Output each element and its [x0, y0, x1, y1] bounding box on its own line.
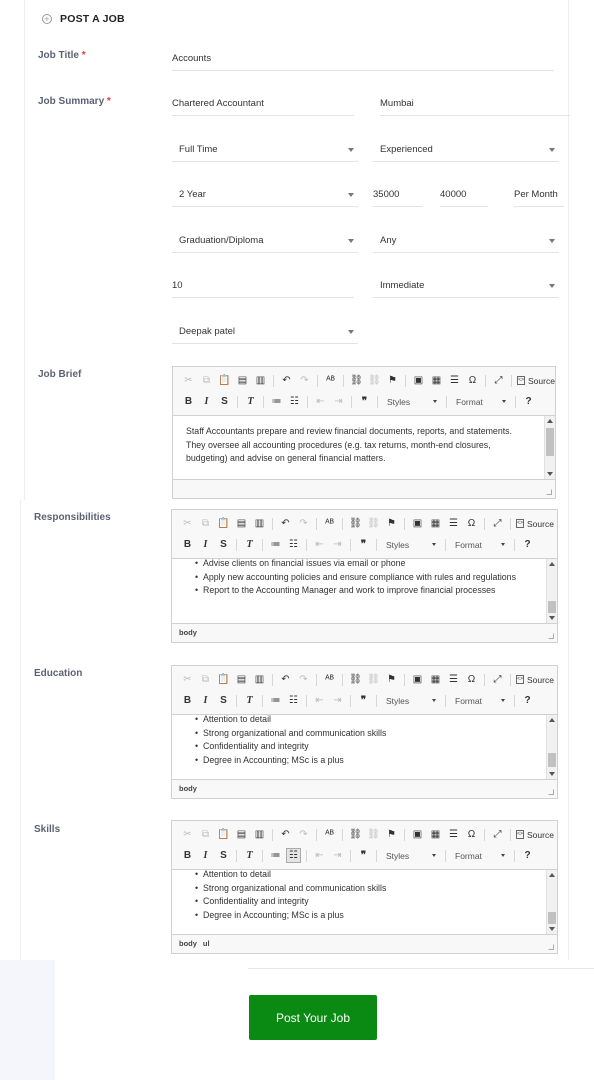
scroll-up-icon	[547, 419, 553, 423]
editor-content[interactable]	[172, 714, 557, 780]
bold-icon[interactable]: B	[184, 396, 193, 407]
italic-icon[interactable]: I	[203, 850, 208, 861]
chevron-down-icon	[348, 148, 354, 152]
toolbar-separator	[484, 829, 485, 841]
job-brief-label: Job Brief	[38, 369, 82, 380]
toolbar-separator	[445, 539, 446, 551]
styles-dropdown[interactable]: Styles	[383, 394, 441, 409]
image-icon[interactable]: ▣	[412, 829, 423, 840]
numbered-list-icon[interactable]: ≔	[270, 695, 281, 706]
scroll-down-icon	[549, 616, 555, 620]
paste-text-icon[interactable]: ▤	[236, 674, 247, 685]
horizontal-line-icon[interactable]: ☰	[449, 674, 458, 685]
strike-icon[interactable]: S	[220, 539, 227, 550]
cut-icon[interactable]: ✂	[183, 518, 192, 529]
spellcheck-icon[interactable]: ᴬᴮ	[325, 829, 334, 840]
format-dropdown[interactable]: Format	[452, 394, 510, 409]
remove-format-icon[interactable]: T	[246, 695, 253, 706]
cut-icon[interactable]: ✂	[183, 674, 192, 685]
help-icon[interactable]: ?	[524, 695, 531, 706]
unlink-icon[interactable]: ⛓	[367, 674, 380, 685]
indent-icon[interactable]: ⇥	[333, 850, 342, 861]
toolbar-separator	[263, 396, 264, 408]
special-char-icon[interactable]: Ω	[468, 375, 477, 386]
bulleted-list-icon[interactable]: ☷	[289, 695, 298, 706]
toolbar-separator	[236, 539, 237, 551]
post-your-job-button[interactable]: Post Your Job	[249, 995, 377, 1040]
toolbar-separator	[316, 518, 317, 530]
job-type-select[interactable]: Full Time	[172, 138, 358, 162]
editor-content[interactable]	[173, 415, 555, 480]
bulleted-list-icon[interactable]: ☷	[286, 848, 301, 863]
experience-years-select[interactable]: 2 Year	[172, 183, 358, 207]
editor-toolbar-row-1	[172, 669, 557, 690]
editor-toolbar-row-1	[172, 513, 557, 534]
image-icon[interactable]: ▣	[412, 518, 423, 529]
paste-text-icon[interactable]: ▤	[237, 375, 248, 386]
chevron-down-icon	[501, 854, 505, 857]
list-item: • Advise clients on financial issues via email or phone	[203, 558, 527, 571]
outdent-icon[interactable]: ⇤	[315, 850, 324, 861]
toolbar-separator	[272, 674, 273, 686]
list-item: • Strong organizational and communication skills	[203, 882, 527, 896]
scroll-down-icon	[547, 472, 553, 476]
job-summary-label: Job Summary *	[38, 96, 111, 107]
paste-icon[interactable]: 📋	[217, 518, 230, 529]
list-item: • Confidentiality and integrity	[203, 895, 527, 909]
remove-format-icon[interactable]: T	[246, 539, 253, 550]
page-background-panel	[0, 960, 55, 1080]
chevron-down-icon	[432, 699, 436, 702]
maximize-icon[interactable]: ⤢	[493, 829, 502, 840]
scroll-thumb[interactable]	[548, 601, 556, 613]
toolbar-separator	[236, 850, 237, 862]
toolbar-separator	[405, 375, 406, 387]
scroll-up-icon	[549, 718, 555, 722]
toolbar-separator	[376, 695, 377, 707]
list-item: • Apply new accounting policies and ensure compliance with rules and regulations	[203, 571, 527, 585]
blockquote-icon[interactable]: ❞	[361, 396, 368, 407]
spellcheck-icon[interactable]: ᴬᴮ	[326, 375, 335, 386]
toolbar-separator	[342, 518, 343, 530]
joining-select[interactable]: Immediate	[373, 274, 559, 298]
editor-toolbar-row-2	[172, 690, 557, 711]
toolbar-separator	[515, 396, 516, 408]
spellcheck-icon[interactable]: ᴬᴮ	[325, 674, 334, 685]
designation-input[interactable]: Chartered Accountant	[172, 92, 354, 116]
maximize-icon[interactable]: ⤢	[494, 375, 503, 386]
numbered-list-icon[interactable]: ≔	[271, 396, 282, 407]
toolbar-separator	[377, 396, 378, 408]
job-title-label: Job Title *	[38, 50, 86, 61]
styles-dropdown[interactable]: Styles	[382, 848, 440, 863]
toolbar-separator	[342, 829, 343, 841]
maximize-icon[interactable]: ⤢	[493, 518, 502, 529]
list-item: • Degree in Accounting; MSc is a plus	[203, 754, 527, 768]
list-item: • Degree in Accounting; MSc is a plus	[203, 909, 527, 923]
responsibilities-editor[interactable]	[171, 509, 558, 643]
anchor-icon[interactable]: ⚑	[387, 518, 396, 529]
outdent-icon[interactable]: ⇤	[315, 695, 324, 706]
list-item: • Confidentiality and integrity	[203, 740, 527, 754]
toolbar-separator	[262, 695, 263, 707]
link-icon[interactable]: ⛓	[349, 674, 362, 685]
education-label: Education	[34, 668, 83, 679]
format-dropdown[interactable]: Format	[451, 848, 509, 863]
paste-word-icon[interactable]: ▥	[254, 674, 265, 685]
list-item: • Attention to detail	[203, 714, 527, 727]
editor-list	[172, 714, 557, 767]
unlink-icon[interactable]: ⛓	[367, 829, 380, 840]
source-icon: <>	[518, 377, 524, 383]
spellcheck-icon[interactable]: ᴬᴮ	[325, 518, 334, 529]
strike-icon[interactable]: S	[221, 396, 228, 407]
toolbar-separator	[514, 695, 515, 707]
element-path-item[interactable]: body	[179, 939, 197, 948]
editor-list	[172, 869, 557, 922]
toolbar-separator	[272, 829, 273, 841]
contact-person-select[interactable]: Deepak patel	[172, 320, 358, 344]
bulleted-list-icon[interactable]: ☷	[289, 539, 298, 550]
unlink-icon[interactable]: ⛓	[368, 375, 381, 386]
bold-icon[interactable]: B	[183, 539, 192, 550]
toolbar-separator	[351, 396, 352, 408]
anchor-icon[interactable]: ⚑	[387, 674, 396, 685]
salary-min-input[interactable]: 35000	[373, 183, 423, 207]
toolbar-separator	[316, 829, 317, 841]
toolbar-separator	[316, 674, 317, 686]
source-icon: <>	[517, 831, 523, 837]
scroll-up-icon	[549, 873, 555, 877]
paste-text-icon[interactable]: ▤	[236, 829, 247, 840]
paste-icon[interactable]: 📋	[218, 375, 231, 386]
help-icon[interactable]: ?	[525, 396, 532, 407]
vacancies-input[interactable]: 10	[172, 274, 354, 298]
help-icon[interactable]: ?	[524, 850, 531, 861]
chevron-down-icon	[348, 239, 354, 243]
toolbar-separator	[445, 695, 446, 707]
source-icon: <>	[517, 520, 523, 526]
styles-dropdown[interactable]: Styles	[382, 693, 440, 708]
italic-icon[interactable]: I	[203, 539, 208, 550]
toolbar-separator	[484, 518, 485, 530]
bold-icon[interactable]: B	[183, 850, 192, 861]
toolbar-separator	[445, 850, 446, 862]
responsibilities-label: Responsibilities	[34, 512, 111, 523]
toolbar-separator	[404, 674, 405, 686]
chevron-down-icon	[501, 699, 505, 702]
link-icon[interactable]: ⛓	[350, 375, 363, 386]
toolbar-separator	[376, 539, 377, 551]
circle-plus-icon: +	[42, 14, 52, 24]
undo-icon[interactable]: ↶	[282, 375, 291, 386]
skills-label: Skills	[34, 824, 61, 835]
editor-list	[172, 558, 557, 598]
blockquote-icon[interactable]: ❞	[360, 539, 367, 550]
editor-scrollbar[interactable]	[546, 715, 557, 779]
editor-content[interactable]	[172, 558, 557, 624]
redo-icon[interactable]: ↷	[299, 829, 308, 840]
paste-text-icon[interactable]: ▤	[236, 518, 247, 529]
element-path-item[interactable]: ul	[202, 939, 210, 948]
toolbar-separator	[306, 695, 307, 707]
toolbar-separator	[404, 518, 405, 530]
editor-scrollbar[interactable]	[544, 416, 555, 479]
education-editor[interactable]	[171, 665, 558, 799]
toolbar-separator	[484, 674, 485, 686]
image-icon[interactable]: ▣	[412, 674, 423, 685]
experience-level-select[interactable]: Experienced	[373, 138, 559, 162]
toolbar-separator	[350, 850, 351, 862]
cut-icon[interactable]: ✂	[184, 375, 193, 386]
paste-word-icon[interactable]: ▥	[255, 375, 266, 386]
editor-toolbar-row-1	[172, 824, 557, 845]
toolbar-separator	[307, 396, 308, 408]
chevron-down-icon	[433, 400, 437, 403]
toolbar-separator	[342, 674, 343, 686]
skills-editor[interactable]	[171, 820, 558, 954]
toolbar-separator	[485, 375, 486, 387]
divider	[248, 968, 594, 969]
editor-toolbar-row-1	[173, 370, 555, 391]
scroll-down-icon	[549, 927, 555, 931]
chevron-down-icon	[549, 284, 555, 288]
editor-path-bar	[172, 623, 557, 642]
styles-dropdown[interactable]: Styles	[382, 537, 440, 552]
horizontal-line-icon[interactable]: ☰	[449, 518, 458, 529]
editor-scrollbar[interactable]	[546, 870, 557, 934]
toolbar-separator	[306, 850, 307, 862]
table-icon[interactable]: ▦	[430, 674, 441, 685]
list-item: • Attention to detail	[203, 869, 527, 882]
chevron-down-icon	[549, 148, 555, 152]
numbered-list-icon[interactable]: ≔	[270, 850, 281, 861]
toolbar-separator	[510, 674, 511, 686]
scroll-thumb[interactable]	[546, 428, 554, 456]
editor-scrollbar[interactable]	[546, 559, 557, 623]
chevron-down-icon	[348, 330, 354, 334]
redo-icon[interactable]: ↷	[300, 375, 309, 386]
paste-word-icon[interactable]: ▥	[254, 829, 265, 840]
toolbar-separator	[510, 829, 511, 841]
blockquote-icon[interactable]: ❞	[360, 850, 367, 861]
scroll-thumb[interactable]	[548, 753, 556, 767]
toolbar-separator	[273, 375, 274, 387]
copy-icon[interactable]: ⧉	[201, 518, 210, 529]
redo-icon[interactable]: ↷	[299, 518, 308, 529]
outdent-icon[interactable]: ⇤	[316, 396, 325, 407]
anchor-icon[interactable]: ⚑	[387, 829, 396, 840]
toolbar-separator	[404, 829, 405, 841]
toolbar-separator	[343, 375, 344, 387]
chevron-down-icon	[432, 543, 436, 546]
toolbar-separator	[376, 850, 377, 862]
toolbar-separator	[272, 518, 273, 530]
source-icon: <>	[517, 676, 523, 682]
blockquote-icon[interactable]: ❞	[360, 695, 367, 706]
editor-path-bar	[173, 479, 555, 498]
scroll-thumb[interactable]	[548, 912, 556, 924]
copy-icon[interactable]: ⧉	[201, 829, 210, 840]
editor-path-bar	[172, 779, 557, 798]
list-item: • Report to the Accounting Manager and work to improve financial processes	[203, 584, 527, 598]
cut-icon[interactable]: ✂	[183, 829, 192, 840]
toolbar-separator	[236, 695, 237, 707]
source-button[interactable]: <> Source	[518, 375, 555, 386]
toolbar-separator	[510, 518, 511, 530]
numbered-list-icon[interactable]: ≔	[270, 539, 281, 550]
format-dropdown[interactable]: Format	[451, 537, 509, 552]
toolbar-separator	[511, 375, 512, 387]
copy-icon[interactable]: ⧉	[202, 375, 211, 386]
horizontal-line-icon[interactable]: ☰	[449, 829, 458, 840]
salary-max-input[interactable]: 40000	[440, 183, 488, 207]
toolbar-separator	[306, 539, 307, 551]
link-icon[interactable]: ⛓	[349, 518, 362, 529]
source-button[interactable]: <> Source	[517, 518, 554, 529]
toolbar-separator	[350, 695, 351, 707]
special-char-icon[interactable]: Ω	[467, 674, 476, 685]
editor-path-bar	[172, 934, 557, 953]
editor-toolbar-row-2	[173, 391, 555, 412]
italic-icon[interactable]: I	[203, 695, 208, 706]
redo-icon[interactable]: ↷	[299, 674, 308, 685]
qualification-select[interactable]: Graduation/Diploma	[172, 229, 358, 253]
editor-toolbar-row-2	[172, 534, 557, 555]
maximize-icon[interactable]: ⤢	[493, 674, 502, 685]
unlink-icon[interactable]: ⛓	[367, 518, 380, 529]
strike-icon[interactable]: S	[220, 850, 227, 861]
toolbar-separator	[350, 539, 351, 551]
editor-toolbar-row-2	[172, 845, 557, 866]
help-icon[interactable]: ?	[524, 539, 531, 550]
element-path-item[interactable]: body	[179, 784, 197, 793]
job-title-input[interactable]: Accounts	[172, 47, 554, 71]
indent-icon[interactable]: ⇥	[333, 695, 342, 706]
job-brief-editor[interactable]	[172, 366, 556, 499]
paste-icon[interactable]: 📋	[217, 829, 230, 840]
remove-format-icon[interactable]: T	[246, 850, 253, 861]
editor-content[interactable]	[172, 869, 557, 935]
undo-icon[interactable]: ↶	[281, 518, 290, 529]
chevron-down-icon	[348, 193, 354, 197]
list-item: • Strong organizational and communication skills	[203, 727, 527, 741]
paste-word-icon[interactable]: ▥	[254, 518, 265, 529]
scroll-down-icon	[549, 772, 555, 776]
post-job-title: POST A JOB	[60, 13, 125, 25]
toolbar-separator	[237, 396, 238, 408]
special-char-icon[interactable]: Ω	[467, 829, 476, 840]
toolbar-separator	[262, 539, 263, 551]
table-icon[interactable]: ▦	[430, 829, 441, 840]
image-icon[interactable]: ▣	[413, 375, 424, 386]
strike-icon[interactable]: S	[220, 695, 227, 706]
format-dropdown[interactable]: Format	[451, 693, 509, 708]
specialization-select[interactable]: Any	[373, 229, 559, 253]
location-input[interactable]: Mumbai	[380, 92, 570, 116]
link-icon[interactable]: ⛓	[349, 829, 362, 840]
chevron-down-icon	[501, 543, 505, 546]
source-button[interactable]: <> Source	[517, 674, 554, 685]
indent-icon[interactable]: ⇥	[334, 396, 343, 407]
toolbar-separator	[514, 850, 515, 862]
toolbar-separator	[262, 850, 263, 862]
toolbar-separator	[514, 539, 515, 551]
element-path-item[interactable]: body	[179, 628, 197, 637]
special-char-icon[interactable]: Ω	[467, 518, 476, 529]
toolbar-separator	[317, 375, 318, 387]
table-icon[interactable]: ▦	[431, 375, 442, 386]
table-icon[interactable]: ▦	[430, 518, 441, 529]
toolbar-separator	[446, 396, 447, 408]
copy-icon[interactable]: ⧉	[201, 674, 210, 685]
undo-icon[interactable]: ↶	[281, 829, 290, 840]
outdent-icon[interactable]: ⇤	[315, 539, 324, 550]
editor-text: Staff Accountants prepare and review financial documents, reports, and statements. They oversee all accounting procedures (e.g. tax returns, month-end closures, budgeting) and advise on general financial matters.	[186, 426, 512, 464]
paste-icon[interactable]: 📋	[217, 674, 230, 685]
source-button[interactable]: <> Source	[517, 829, 554, 840]
indent-icon[interactable]: ⇥	[333, 539, 342, 550]
chevron-down-icon	[502, 400, 506, 403]
salary-period-select[interactable]: Per Month	[514, 183, 564, 207]
italic-icon[interactable]: I	[204, 396, 209, 407]
chevron-down-icon	[549, 239, 555, 243]
bulleted-list-icon[interactable]: ☷	[290, 396, 299, 407]
undo-icon[interactable]: ↶	[281, 674, 290, 685]
bold-icon[interactable]: B	[183, 695, 192, 706]
horizontal-line-icon[interactable]: ☰	[450, 375, 459, 386]
chevron-down-icon	[432, 854, 436, 857]
anchor-icon[interactable]: ⚑	[388, 375, 397, 386]
remove-format-icon[interactable]: T	[247, 396, 254, 407]
scroll-up-icon	[549, 562, 555, 566]
post-job-header[interactable]	[42, 13, 125, 25]
